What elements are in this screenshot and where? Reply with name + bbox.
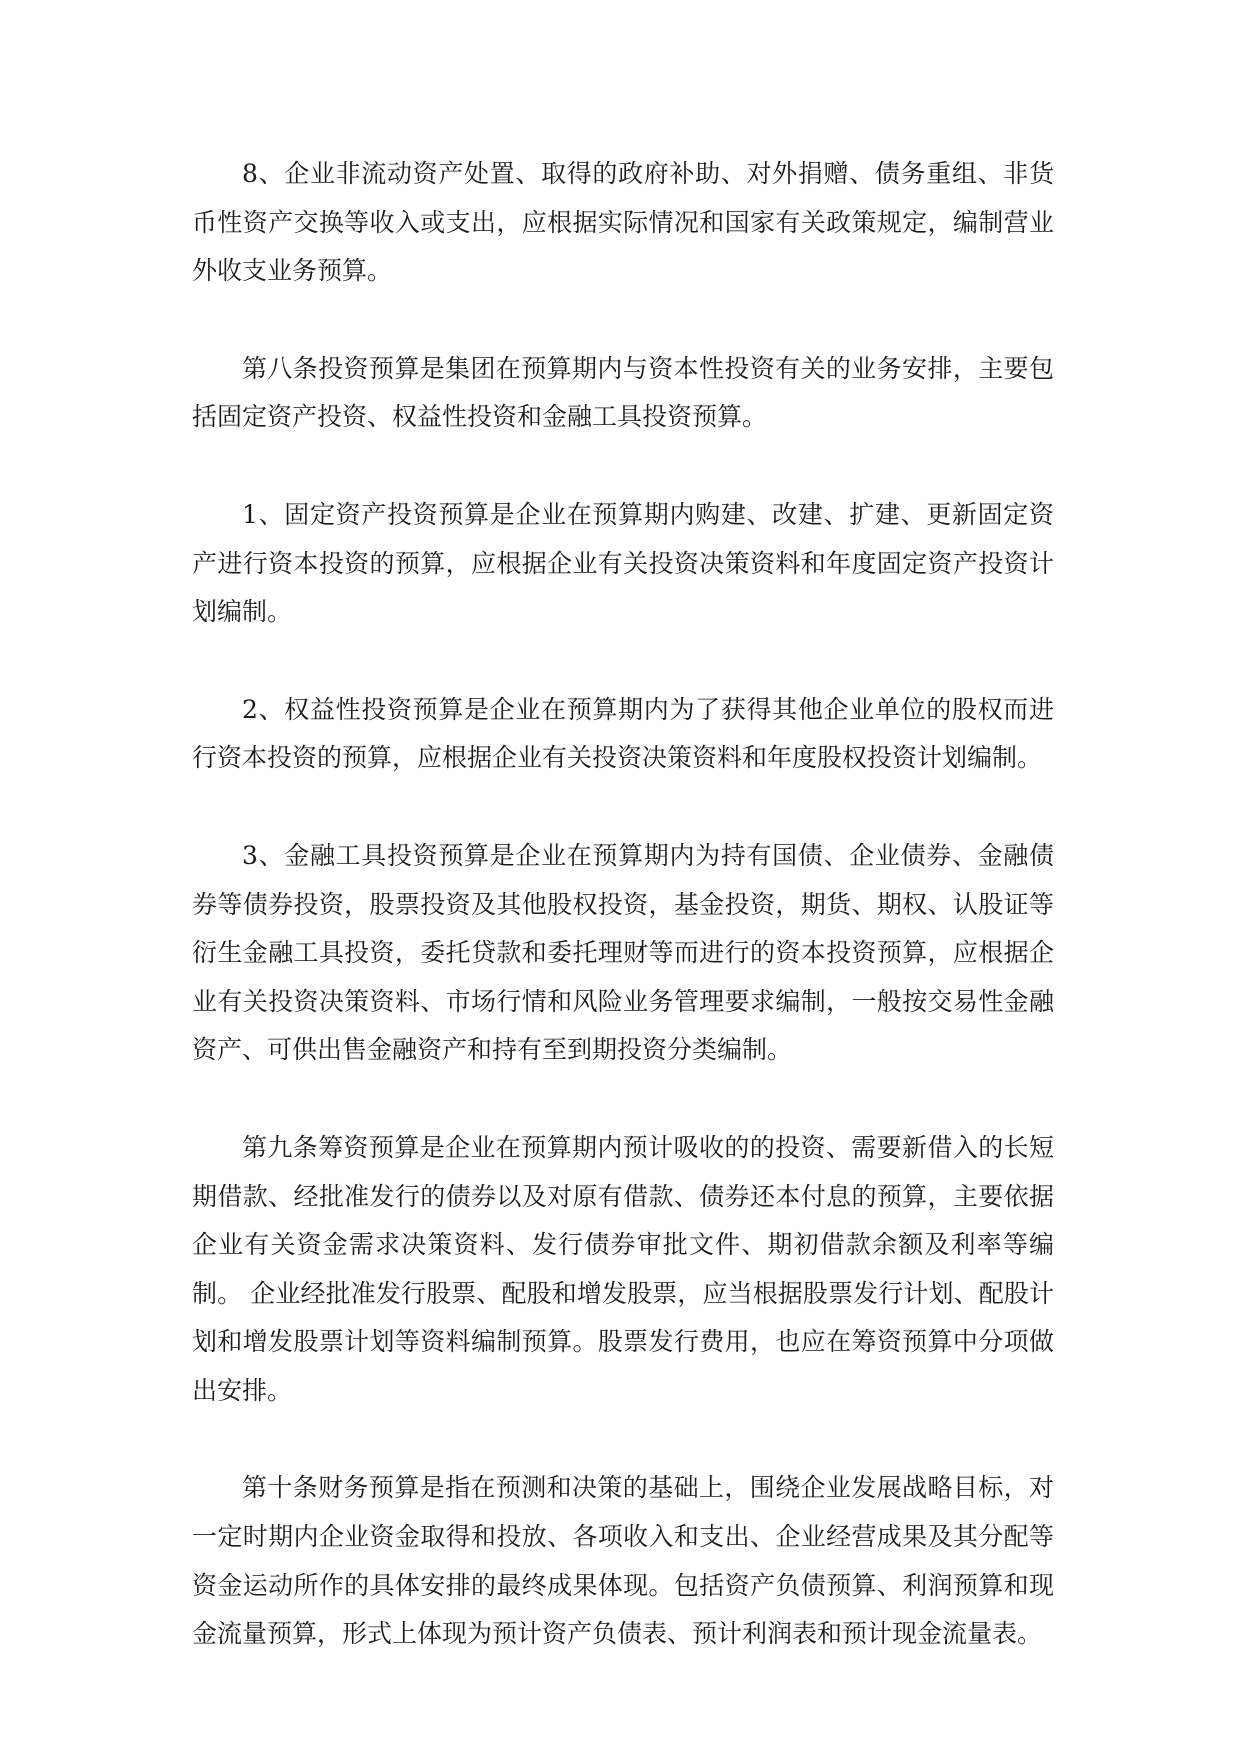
- paragraph-item-1: 1、固定资产投资预算是企业在预算期内购建、改建、扩建、更新固定资产进行资本投资的预算，应根据企业有关投资决策资料和年度固定资产投资计划编制。: [192, 499, 1054, 627]
- paragraph-item-8: 8、企业非流动资产处置、取得的政府补助、对外捐赠、债务重组、非货币性资产交换等收入或支出，应根据实际情况和国家有关政策规定，编制营业外收支业务预算。: [192, 159, 1054, 286]
- paragraph-article-9: 第九条筹资预算是企业在预算期内预计吸收的的投资、需要新借入的长短期借款、经批准发行的债券以及对原有借款、债券还本付息的预算，主要依据企业有关资金需求决策资料、发行债券审批文件、期初借款余额及利率等编制。 企业经批准发行股票、配股和增发股票，应当根据股票发行计划、配股计划和增发股票计划等资料编制预算。股票发行费用，也应在筹资预算中分项做出安排。: [192, 1132, 1054, 1405]
- paragraph-item-2: 2、权益性投资预算是企业在预算期内为了获得其他企业单位的股权而进行资本投资的预算，应根据企业有关投资决策资料和年度股权投资计划编制。: [192, 694, 1054, 773]
- document-body: [192, 150, 1054, 1659]
- paragraph-article-10: 第十条财务预算是指在预测和决策的基础上，围绕企业发展战略目标，对一定时期内企业资金取得和投放、各项收入和支出、企业经营成果及其分配等资金运动所作的具体安排的最终成果体现。包括资产负债预算、利润预算和现金流量预算，形式上体现为预计资产负债表、预计利润表和预计现金流量表。: [192, 1473, 1054, 1649]
- paragraph-item-3: 3、金融工具投资预算是企业在预算期内为持有国债、企业债券、金融债券等债券投资，股票投资及其他股权投资，基金投资，期货、期权、认股证等衍生金融工具投资，委托贷款和委托理财等而进行的资本投资预算，应根据企业有关投资决策资料、市场行情和风险业务管理要求编制，一般按交易性金融资产、可供出售金融资产和持有至到期投资分类编制。: [192, 840, 1054, 1065]
- paragraph-article-8: 第八条投资预算是集团在预算期内与资本性投资有关的业务安排，主要包括固定资产投资、权益性投资和金融工具投资预算。: [192, 353, 1054, 432]
